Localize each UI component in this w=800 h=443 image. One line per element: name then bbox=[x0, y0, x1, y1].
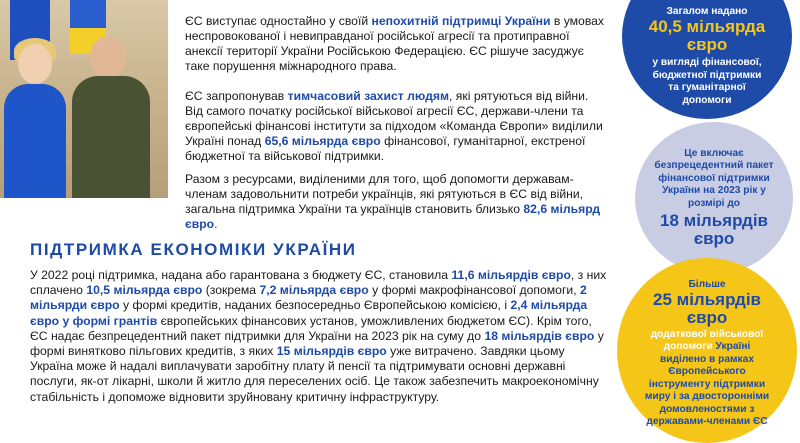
circle-1-desc: у вигляді фінансової, бюджетної підтримки та гуманітарної допомоги bbox=[652, 57, 762, 106]
highlight: 10,5 мільярда євро bbox=[86, 283, 203, 298]
highlight: 18 мільярдів євро bbox=[484, 328, 595, 343]
highlight: 7,2 мільярда євро bbox=[259, 283, 369, 298]
highlight: 2,4 мільярда євро у формі грантів bbox=[30, 298, 588, 328]
highlight: 11,6 мільярдів євро bbox=[451, 268, 571, 282]
highlight: 2 мільярди євро bbox=[30, 283, 587, 313]
stat-circle-2023 bbox=[635, 122, 793, 274]
ukraine-flag-blue-shape bbox=[70, 0, 106, 28]
paragraph-1: ЄС виступає одностайно у своїй непохитній підтримці України в умовах неспровокованої і невиправданої російської агресії та протиправної анексії території України Російською Федерацією. ЄС рішуче засуджує таке порушення міжнародного права. bbox=[185, 14, 605, 73]
circle-3-amount: 25 мільярдів євро bbox=[652, 290, 762, 328]
circle-1-amount: 40,5 мільярда євро bbox=[648, 17, 766, 55]
person-2-body bbox=[72, 76, 150, 198]
person-1-body bbox=[4, 84, 66, 198]
highlight: 65,6 мільярда євро bbox=[264, 134, 381, 148]
person-2-head bbox=[90, 36, 126, 78]
highlight: непохитній підтримці України bbox=[371, 14, 551, 28]
circle-3-top: Більше bbox=[688, 278, 726, 290]
stat-circle-military bbox=[617, 258, 797, 443]
paragraph-3: Разом з ресурсами, виділеними для того, щоб допомогти державам-членам задовольнити потреби українців, які рятуються в ЄС від війни, загальна підтримка України та українців становить близько 82,6 мільярд євро. bbox=[185, 172, 601, 231]
photo bbox=[0, 0, 168, 198]
highlight: тимчасовий захист людям bbox=[287, 89, 450, 103]
section-heading: ПІДТРИМКА ЕКОНОМІКИ УКРАЇНИ bbox=[30, 240, 357, 259]
circle-2-amount: 18 мільярдів євро bbox=[659, 211, 769, 249]
stat-circle-total bbox=[622, 0, 792, 119]
circle-3-desc: додаткової військової допомоги Україні виділено в рамках Європейського інструменту підтримки миру і за двосторонніми домовленостями з державами-членами ЄС bbox=[644, 329, 770, 427]
circle-2-desc: Це включає безпрецедентний пакет фінансової підтримки України на 2023 рік у розмірі до bbox=[654, 147, 774, 209]
paragraph-2: ЄС запропонував тимчасовий захист людям, які рятуються від війни. Від самого початку російської військової агресії ЄС, держави-члени та європейські фінансові інститути за підходом «Команда Європи» виділили Україні понад 65,6 мільярда євро фінансової, гуманітарної, екстреної бюджетної та військової підтримки. bbox=[185, 89, 603, 163]
highlight: 82,6 мільярд євро bbox=[185, 202, 601, 231]
circle-1-top: Загалом надано bbox=[666, 5, 748, 17]
person-1-head bbox=[18, 44, 52, 84]
section-body: У 2022 році підтримка, надана або гарантована з бюджету ЄС, становила 11,6 мільярдів євро, з них сплачено 10,5 мільярда євро (зокрема 7,2 мільярда євро у формі макрофінансової допомоги, 2 мільярди євро у формі кредитів, наданих безпосередньо Європейською комісією, і 2,4 мільярда євро у формі грантів європейських фінансових установ, уможливлених бюджетом ЄС). Крім того, ЄС надає безпрецедентний пакет підтримки для України на 2023 рік на суму до 18 мільярдів євро у формі винятково пільгових кредитів, з яких 15 мільярдів євро уже витрачено. Завдяки цьому Україна може й надалі виплачувати заробітну плату й пенсії та підтримувати основні державні послуги, як-от лікарні, школи й житло для переселених осіб. Це також забезпечить макроекономічну стабільність і допоможе відновити зруйновану критичну інфраструктуру. bbox=[30, 268, 607, 404]
highlight: 15 мільярдів євро bbox=[276, 344, 387, 359]
